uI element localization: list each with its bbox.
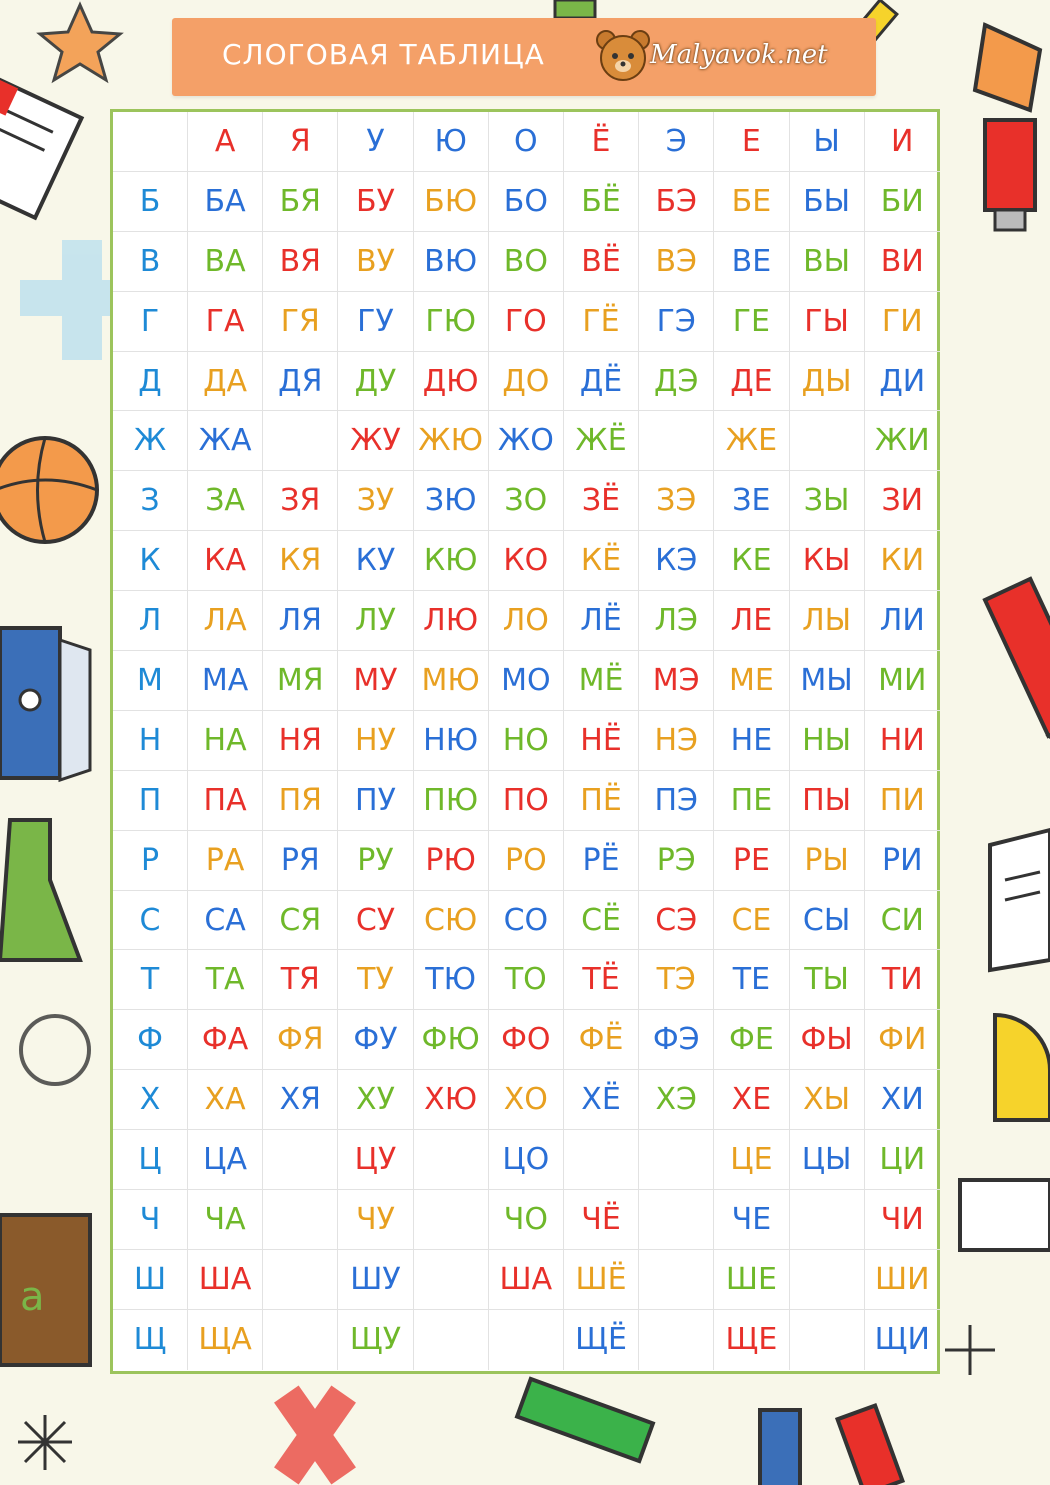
syllable-cell: ГА: [188, 292, 263, 352]
syllable-cell: ЦЕ: [714, 1130, 789, 1190]
syllable-cell: МЫ: [790, 651, 865, 711]
syllable-cell: СЫ: [790, 891, 865, 951]
syllable-cell: РА: [188, 831, 263, 891]
syllable-cell: [414, 1130, 489, 1190]
syllable-cell: КА: [188, 531, 263, 591]
syllable-cell: МЕ: [714, 651, 789, 711]
syllable-cell: СЯ: [263, 891, 338, 951]
syllable-cell: БЭ: [639, 172, 714, 232]
syllable-cell: [263, 1310, 338, 1370]
syllable-cell: [489, 1310, 564, 1370]
flask-icon: [0, 820, 80, 960]
syllable-cell: ЧЁ: [564, 1190, 639, 1250]
vowel-header-cell: О: [489, 112, 564, 172]
syllable-cell: ДЁ: [564, 352, 639, 412]
syllable-cell: БО: [489, 172, 564, 232]
corner-cell: [113, 112, 188, 172]
syllable-cell: ГЕ: [714, 292, 789, 352]
syllable-cell: РЫ: [790, 831, 865, 891]
syllable-cell: ВЯ: [263, 232, 338, 292]
syllable-cell: ГЮ: [414, 292, 489, 352]
syllable-cell: ФЕ: [714, 1010, 789, 1070]
syllable-cell: МУ: [338, 651, 413, 711]
syllable-cell: ХА: [188, 1070, 263, 1130]
consonant-cell: Т: [113, 950, 188, 1010]
syllable-cell: НЕ: [714, 711, 789, 771]
syllable-cell: ЖО: [489, 411, 564, 471]
syllable-cell: БА: [188, 172, 263, 232]
syllable-cell: ВЮ: [414, 232, 489, 292]
syllable-cell: ДА: [188, 352, 263, 412]
syllable-cell: ПА: [188, 771, 263, 831]
syllable-cell: ЖУ: [338, 411, 413, 471]
syllable-cell: КО: [489, 531, 564, 591]
syllable-cell: СЮ: [414, 891, 489, 951]
syllable-cell: ЛЕ: [714, 591, 789, 651]
syllable-cell: ЛЫ: [790, 591, 865, 651]
syllable-cell: ЖЮ: [414, 411, 489, 471]
syllable-cell: ПЭ: [639, 771, 714, 831]
syllable-cell: ХЁ: [564, 1070, 639, 1130]
consonant-cell: Х: [113, 1070, 188, 1130]
ball-icon: [0, 438, 97, 542]
syllable-cell: ЦА: [188, 1130, 263, 1190]
syllable-cell: ФА: [188, 1010, 263, 1070]
syllable-cell: НЁ: [564, 711, 639, 771]
syllable-cell: ЗА: [188, 471, 263, 531]
consonant-cell: Ф: [113, 1010, 188, 1070]
syllable-cell: БИ: [865, 172, 940, 232]
vowel-header-cell: Ы: [790, 112, 865, 172]
syllable-cell: ФЫ: [790, 1010, 865, 1070]
vowel-header-cell: Э: [639, 112, 714, 172]
consonant-cell: Ш: [113, 1250, 188, 1310]
syllable-cell: ЦИ: [865, 1130, 940, 1190]
syllable-cell: ДИ: [865, 352, 940, 412]
syllable-cell: РИ: [865, 831, 940, 891]
consonant-cell: Ж: [113, 411, 188, 471]
syllable-cell: [639, 1250, 714, 1310]
syllable-cell: [639, 1190, 714, 1250]
sparkle-icon: [18, 1415, 72, 1470]
logo-text: Malyavok.net: [650, 40, 828, 70]
syllable-cell: ТЕ: [714, 950, 789, 1010]
syllable-cell: ФЁ: [564, 1010, 639, 1070]
syllable-cell: МА: [188, 651, 263, 711]
syllable-cell: ЛА: [188, 591, 263, 651]
syllable-cell: ЛЮ: [414, 591, 489, 651]
syllable-cell: ЧУ: [338, 1190, 413, 1250]
syllable-cell: МЮ: [414, 651, 489, 711]
syllable-cell: ЛИ: [865, 591, 940, 651]
syllable-cell: МЭ: [639, 651, 714, 711]
syllable-cell: ЛЁ: [564, 591, 639, 651]
syllable-cell: ШЁ: [564, 1250, 639, 1310]
consonant-cell: Л: [113, 591, 188, 651]
syllable-cell: НЭ: [639, 711, 714, 771]
syllable-cell: ФЭ: [639, 1010, 714, 1070]
syllable-cell: ТА: [188, 950, 263, 1010]
syllable-cell: ГЭ: [639, 292, 714, 352]
syllable-cell: ДО: [489, 352, 564, 412]
syllable-cell: ЛЭ: [639, 591, 714, 651]
svg-text:a: a: [20, 1274, 45, 1320]
syllable-cell: ТЁ: [564, 950, 639, 1010]
syllable-cell: ХИ: [865, 1070, 940, 1130]
syllable-cell: РЁ: [564, 831, 639, 891]
syllable-cell: ДЮ: [414, 352, 489, 412]
syllable-cell: РО: [489, 831, 564, 891]
syllable-cell: ЗЭ: [639, 471, 714, 531]
syllable-cell: ПО: [489, 771, 564, 831]
star-icon: [40, 5, 120, 80]
syllable-cell: [790, 1250, 865, 1310]
syllable-cell: [414, 1190, 489, 1250]
syllable-cell: ДЯ: [263, 352, 338, 412]
syllable-cell: ПЮ: [414, 771, 489, 831]
syllable-cell: [414, 1310, 489, 1370]
syllable-cell: ЛУ: [338, 591, 413, 651]
book-icon: [0, 80, 82, 218]
syllable-cell: ЗЁ: [564, 471, 639, 531]
syllable-cell: ЗЮ: [414, 471, 489, 531]
title-banner: [172, 18, 876, 96]
syllable-cell: СЕ: [714, 891, 789, 951]
bottom-pencil-icon: [517, 1379, 902, 1485]
syllable-cell: КУ: [338, 531, 413, 591]
syllable-cell: [263, 1130, 338, 1190]
consonant-cell: Б: [113, 172, 188, 232]
syllable-cell: ЛО: [489, 591, 564, 651]
syllable-cell: ДЭ: [639, 352, 714, 412]
syllable-cell: ВЫ: [790, 232, 865, 292]
consonant-cell: Ч: [113, 1190, 188, 1250]
consonant-cell: С: [113, 891, 188, 951]
bear-icon: [592, 26, 654, 88]
syllable-cell: ХО: [489, 1070, 564, 1130]
syllable-cell: ХУ: [338, 1070, 413, 1130]
syllable-table: [113, 112, 937, 1371]
syllable-cell: ХЭ: [639, 1070, 714, 1130]
syllable-cell: ДЫ: [790, 352, 865, 412]
magnifier-icon: [21, 1016, 89, 1084]
consonant-cell: Д: [113, 352, 188, 412]
chalkboard-icon: [0, 1215, 90, 1365]
syllable-cell: ФИ: [865, 1010, 940, 1070]
syllable-cell: ТЮ: [414, 950, 489, 1010]
syllable-cell: ЦУ: [338, 1130, 413, 1190]
syllable-cell: ША: [188, 1250, 263, 1310]
bottom-cross-icon: [274, 1385, 356, 1484]
syllable-cell: ГЁ: [564, 292, 639, 352]
consonant-cell: Ц: [113, 1130, 188, 1190]
syllable-table-sheet: [110, 109, 940, 1374]
syllable-cell: СЭ: [639, 891, 714, 951]
syllable-cell: ЩУ: [338, 1310, 413, 1370]
syllable-cell: БЁ: [564, 172, 639, 232]
logo[interactable]: [592, 26, 832, 88]
syllable-cell: РУ: [338, 831, 413, 891]
vowel-header-cell: И: [865, 112, 940, 172]
consonant-cell: Г: [113, 292, 188, 352]
syllable-cell: ЩА: [188, 1310, 263, 1370]
syllable-cell: МЯ: [263, 651, 338, 711]
syllable-cell: ЗЫ: [790, 471, 865, 531]
syllable-cell: [564, 1130, 639, 1190]
syllable-cell: ВА: [188, 232, 263, 292]
syllable-cell: КЭ: [639, 531, 714, 591]
syllable-cell: ВЭ: [639, 232, 714, 292]
syllable-cell: КЯ: [263, 531, 338, 591]
box-icon: [975, 25, 1040, 110]
syllable-cell: [790, 411, 865, 471]
syllable-cell: ЧЕ: [714, 1190, 789, 1250]
syllable-cell: ЩЁ: [564, 1310, 639, 1370]
consonant-cell: К: [113, 531, 188, 591]
vowel-header-cell: Я: [263, 112, 338, 172]
syllable-cell: СО: [489, 891, 564, 951]
syllable-cell: НО: [489, 711, 564, 771]
syllable-cell: ШИ: [865, 1250, 940, 1310]
syllable-cell: БЯ: [263, 172, 338, 232]
syllable-cell: ТЯ: [263, 950, 338, 1010]
syllable-cell: КЮ: [414, 531, 489, 591]
syllable-cell: ГИ: [865, 292, 940, 352]
syllable-cell: ХЫ: [790, 1070, 865, 1130]
syllable-cell: ВЁ: [564, 232, 639, 292]
syllable-cell: ЖА: [188, 411, 263, 471]
syllable-cell: ТУ: [338, 950, 413, 1010]
consonant-cell: М: [113, 651, 188, 711]
syllable-cell: [790, 1190, 865, 1250]
syllable-cell: ПЕ: [714, 771, 789, 831]
syllable-cell: МИ: [865, 651, 940, 711]
syllable-cell: ПЫ: [790, 771, 865, 831]
consonant-cell: Н: [113, 711, 188, 771]
page-title: СЛОГОВАЯ ТАБЛИЦА: [222, 38, 545, 71]
consonant-cell: Щ: [113, 1310, 188, 1370]
syllable-cell: ЦЫ: [790, 1130, 865, 1190]
red-pencil-icon: [985, 579, 1050, 777]
vowel-header-cell: Ё: [564, 112, 639, 172]
protractor-icon: [995, 1015, 1050, 1120]
syllable-cell: [790, 1310, 865, 1370]
vowel-header-cell: Е: [714, 112, 789, 172]
syllable-cell: [263, 1190, 338, 1250]
syllable-cell: [414, 1250, 489, 1310]
syllable-cell: ШЕ: [714, 1250, 789, 1310]
syllable-cell: НА: [188, 711, 263, 771]
syllable-cell: РЕ: [714, 831, 789, 891]
consonant-cell: П: [113, 771, 188, 831]
syllable-cell: [639, 411, 714, 471]
consonant-cell: З: [113, 471, 188, 531]
syllable-cell: ЗО: [489, 471, 564, 531]
syllable-cell: СУ: [338, 891, 413, 951]
syllable-cell: НЯ: [263, 711, 338, 771]
syllable-cell: ШУ: [338, 1250, 413, 1310]
syllable-cell: СА: [188, 891, 263, 951]
syllable-cell: КЁ: [564, 531, 639, 591]
syllable-cell: ЗЕ: [714, 471, 789, 531]
syllable-cell: ДЕ: [714, 352, 789, 412]
syllable-cell: ФО: [489, 1010, 564, 1070]
sharpener-icon: [0, 628, 90, 780]
syllable-cell: НИ: [865, 711, 940, 771]
syllable-cell: ГЯ: [263, 292, 338, 352]
syllable-cell: ХЮ: [414, 1070, 489, 1130]
syllable-cell: СИ: [865, 891, 940, 951]
syllable-cell: [639, 1130, 714, 1190]
syllable-cell: БУ: [338, 172, 413, 232]
syllable-cell: ВО: [489, 232, 564, 292]
syllable-cell: [263, 1250, 338, 1310]
syllable-cell: ЩИ: [874, 1322, 930, 1358]
syllable-cell: ГЫ: [790, 292, 865, 352]
syllable-cell: ТИ: [865, 950, 940, 1010]
syllable-cell: СЁ: [564, 891, 639, 951]
syllable-cell: ГО: [489, 292, 564, 352]
syllable-cell: КЫ: [790, 531, 865, 591]
syllable-cell: КЕ: [714, 531, 789, 591]
syllable-cell: ДУ: [338, 352, 413, 412]
syllable-cell: ЖЕ: [714, 411, 789, 471]
syllable-cell: ФЮ: [414, 1010, 489, 1070]
consonant-cell: В: [113, 232, 188, 292]
syllable-cell: НЮ: [414, 711, 489, 771]
syllable-cell: ША: [489, 1250, 564, 1310]
syllable-cell: ЖИ: [865, 411, 940, 471]
syllable-cell: КИ: [865, 531, 940, 591]
marker-icon: [985, 120, 1035, 230]
syllable-cell: РЯ: [263, 831, 338, 891]
syllable-cell: ЖЁ: [564, 411, 639, 471]
syllable-cell: ГУ: [338, 292, 413, 352]
syllable-cell: НЫ: [790, 711, 865, 771]
syllable-cell: ЗУ: [338, 471, 413, 531]
syllable-cell: ЧО: [489, 1190, 564, 1250]
syllable-cell: ЗИ: [865, 471, 940, 531]
syllable-cell: РЮ: [414, 831, 489, 891]
syllable-cell: ВУ: [338, 232, 413, 292]
syllable-cell: БЮ: [414, 172, 489, 232]
right-sparkle-icon: [945, 1325, 995, 1375]
syllable-cell: [639, 1310, 714, 1370]
syllable-cell: ПУ: [338, 771, 413, 831]
syllable-cell: ЧИ: [865, 1190, 940, 1250]
syllable-cell: ФУ: [338, 1010, 413, 1070]
consonant-cell: Р: [113, 831, 188, 891]
syllable-cell: ЩЕ: [714, 1310, 789, 1370]
syllable-cell: ТЭ: [639, 950, 714, 1010]
syllable-cell: ТЫ: [790, 950, 865, 1010]
syllable-cell: ЦО: [489, 1130, 564, 1190]
syllable-cell: ПЁ: [564, 771, 639, 831]
syllable-cell: ХЯ: [263, 1070, 338, 1130]
syllable-cell: РЭ: [639, 831, 714, 891]
syllable-cell: ПИ: [865, 771, 940, 831]
eraser-icon: [555, 0, 595, 18]
syllable-cell: ЧА: [188, 1190, 263, 1250]
syllable-cell: ФЯ: [263, 1010, 338, 1070]
syllable-cell: БЫ: [790, 172, 865, 232]
syllable-cell: ЛЯ: [263, 591, 338, 651]
syllable-cell: НУ: [338, 711, 413, 771]
vowel-header-cell: А: [188, 112, 263, 172]
syllable-cell: МО: [489, 651, 564, 711]
right-eraser-icon: [960, 1180, 1050, 1250]
syllable-cell: МЁ: [564, 651, 639, 711]
syllable-cell: ТО: [489, 950, 564, 1010]
syllable-cell: ВИ: [865, 232, 940, 292]
syllable-cell: ПЯ: [263, 771, 338, 831]
vowel-header-cell: Ю: [414, 112, 489, 172]
syllable-cell: БЕ: [714, 172, 789, 232]
syllable-cell: [263, 411, 338, 471]
vowel-header-cell: У: [338, 112, 413, 172]
syllable-cell: ЗЯ: [263, 471, 338, 531]
syllable-cell: ХЕ: [714, 1070, 789, 1130]
syllable-cell: ВЕ: [714, 232, 789, 292]
open-book-icon: [990, 830, 1050, 970]
